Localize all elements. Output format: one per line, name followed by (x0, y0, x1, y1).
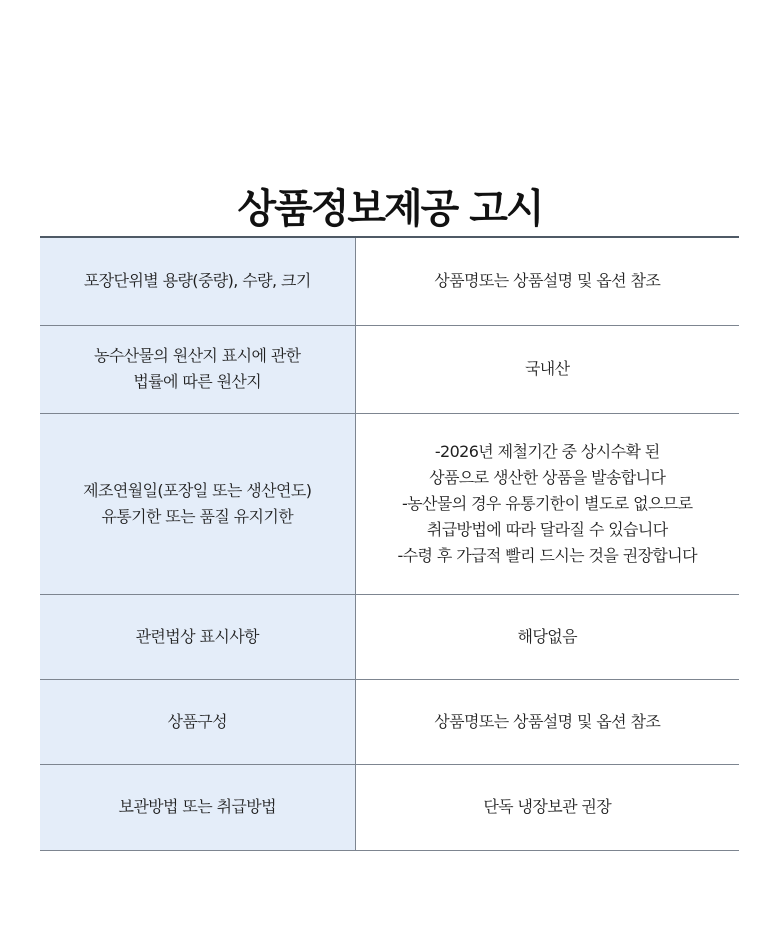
value-line: 해당없음 (517, 626, 577, 646)
value-line: 상품으로 생산한 상품을 발송합니다 (429, 467, 666, 487)
value-line: 상품명또는 상품설명 및 옵션 참조 (434, 271, 661, 291)
row-label-manufacture-date (40, 413, 355, 594)
row-value-origin (355, 325, 739, 413)
table-row (40, 679, 739, 764)
row-value-manufacture-date (355, 413, 739, 594)
value-line: 취급방법에 따라 달라질 수 있습니다 (426, 519, 668, 539)
value-line: -농산물의 경우 유통기한이 별도로 없으므로 (401, 493, 693, 513)
value-line: 국내산 (524, 359, 570, 378)
label-line: 포장단위별 용량(중량), 수량, 크기 (83, 271, 311, 291)
value-line: 상품명또는 상품설명 및 옵션 참조 (434, 711, 661, 731)
label-line: 제조연월일(포장일 또는 생산연도) (83, 480, 312, 500)
row-label-package-unit (40, 237, 355, 325)
row-value-storage (355, 764, 739, 850)
table-row (40, 413, 739, 594)
table-row (40, 594, 739, 679)
row-value-composition (355, 679, 739, 764)
row-label-origin (40, 325, 355, 413)
label-line: 농수산물의 원산지 표시에 관한 (93, 346, 301, 365)
table-row (40, 237, 739, 325)
label-line: 유통기한 또는 품질 유지기한 (101, 506, 294, 526)
row-label-storage (40, 764, 355, 850)
table-row (40, 764, 739, 850)
value-line: -2026년 제철기간 중 상시수확 된 (434, 441, 660, 461)
value-line: -수령 후 가급적 빨리 드시는 것을 권장합니다 (397, 545, 697, 565)
page-title: 상품정보제공 고시 (237, 185, 543, 232)
row-value-legal-notice (355, 594, 739, 679)
row-value-package-unit (355, 237, 739, 325)
label-line: 보관방법 또는 취급방법 (118, 797, 277, 816)
table-row (40, 325, 739, 413)
label-line: 상품구성 (167, 711, 227, 731)
label-line: 관련법상 표시사항 (135, 626, 259, 646)
product-info-table (40, 236, 739, 851)
row-label-legal-notice (40, 594, 355, 679)
value-line: 단독 냉장보관 권장 (483, 797, 612, 816)
row-label-composition (40, 679, 355, 764)
label-line: 법률에 따른 원산지 (133, 372, 262, 391)
